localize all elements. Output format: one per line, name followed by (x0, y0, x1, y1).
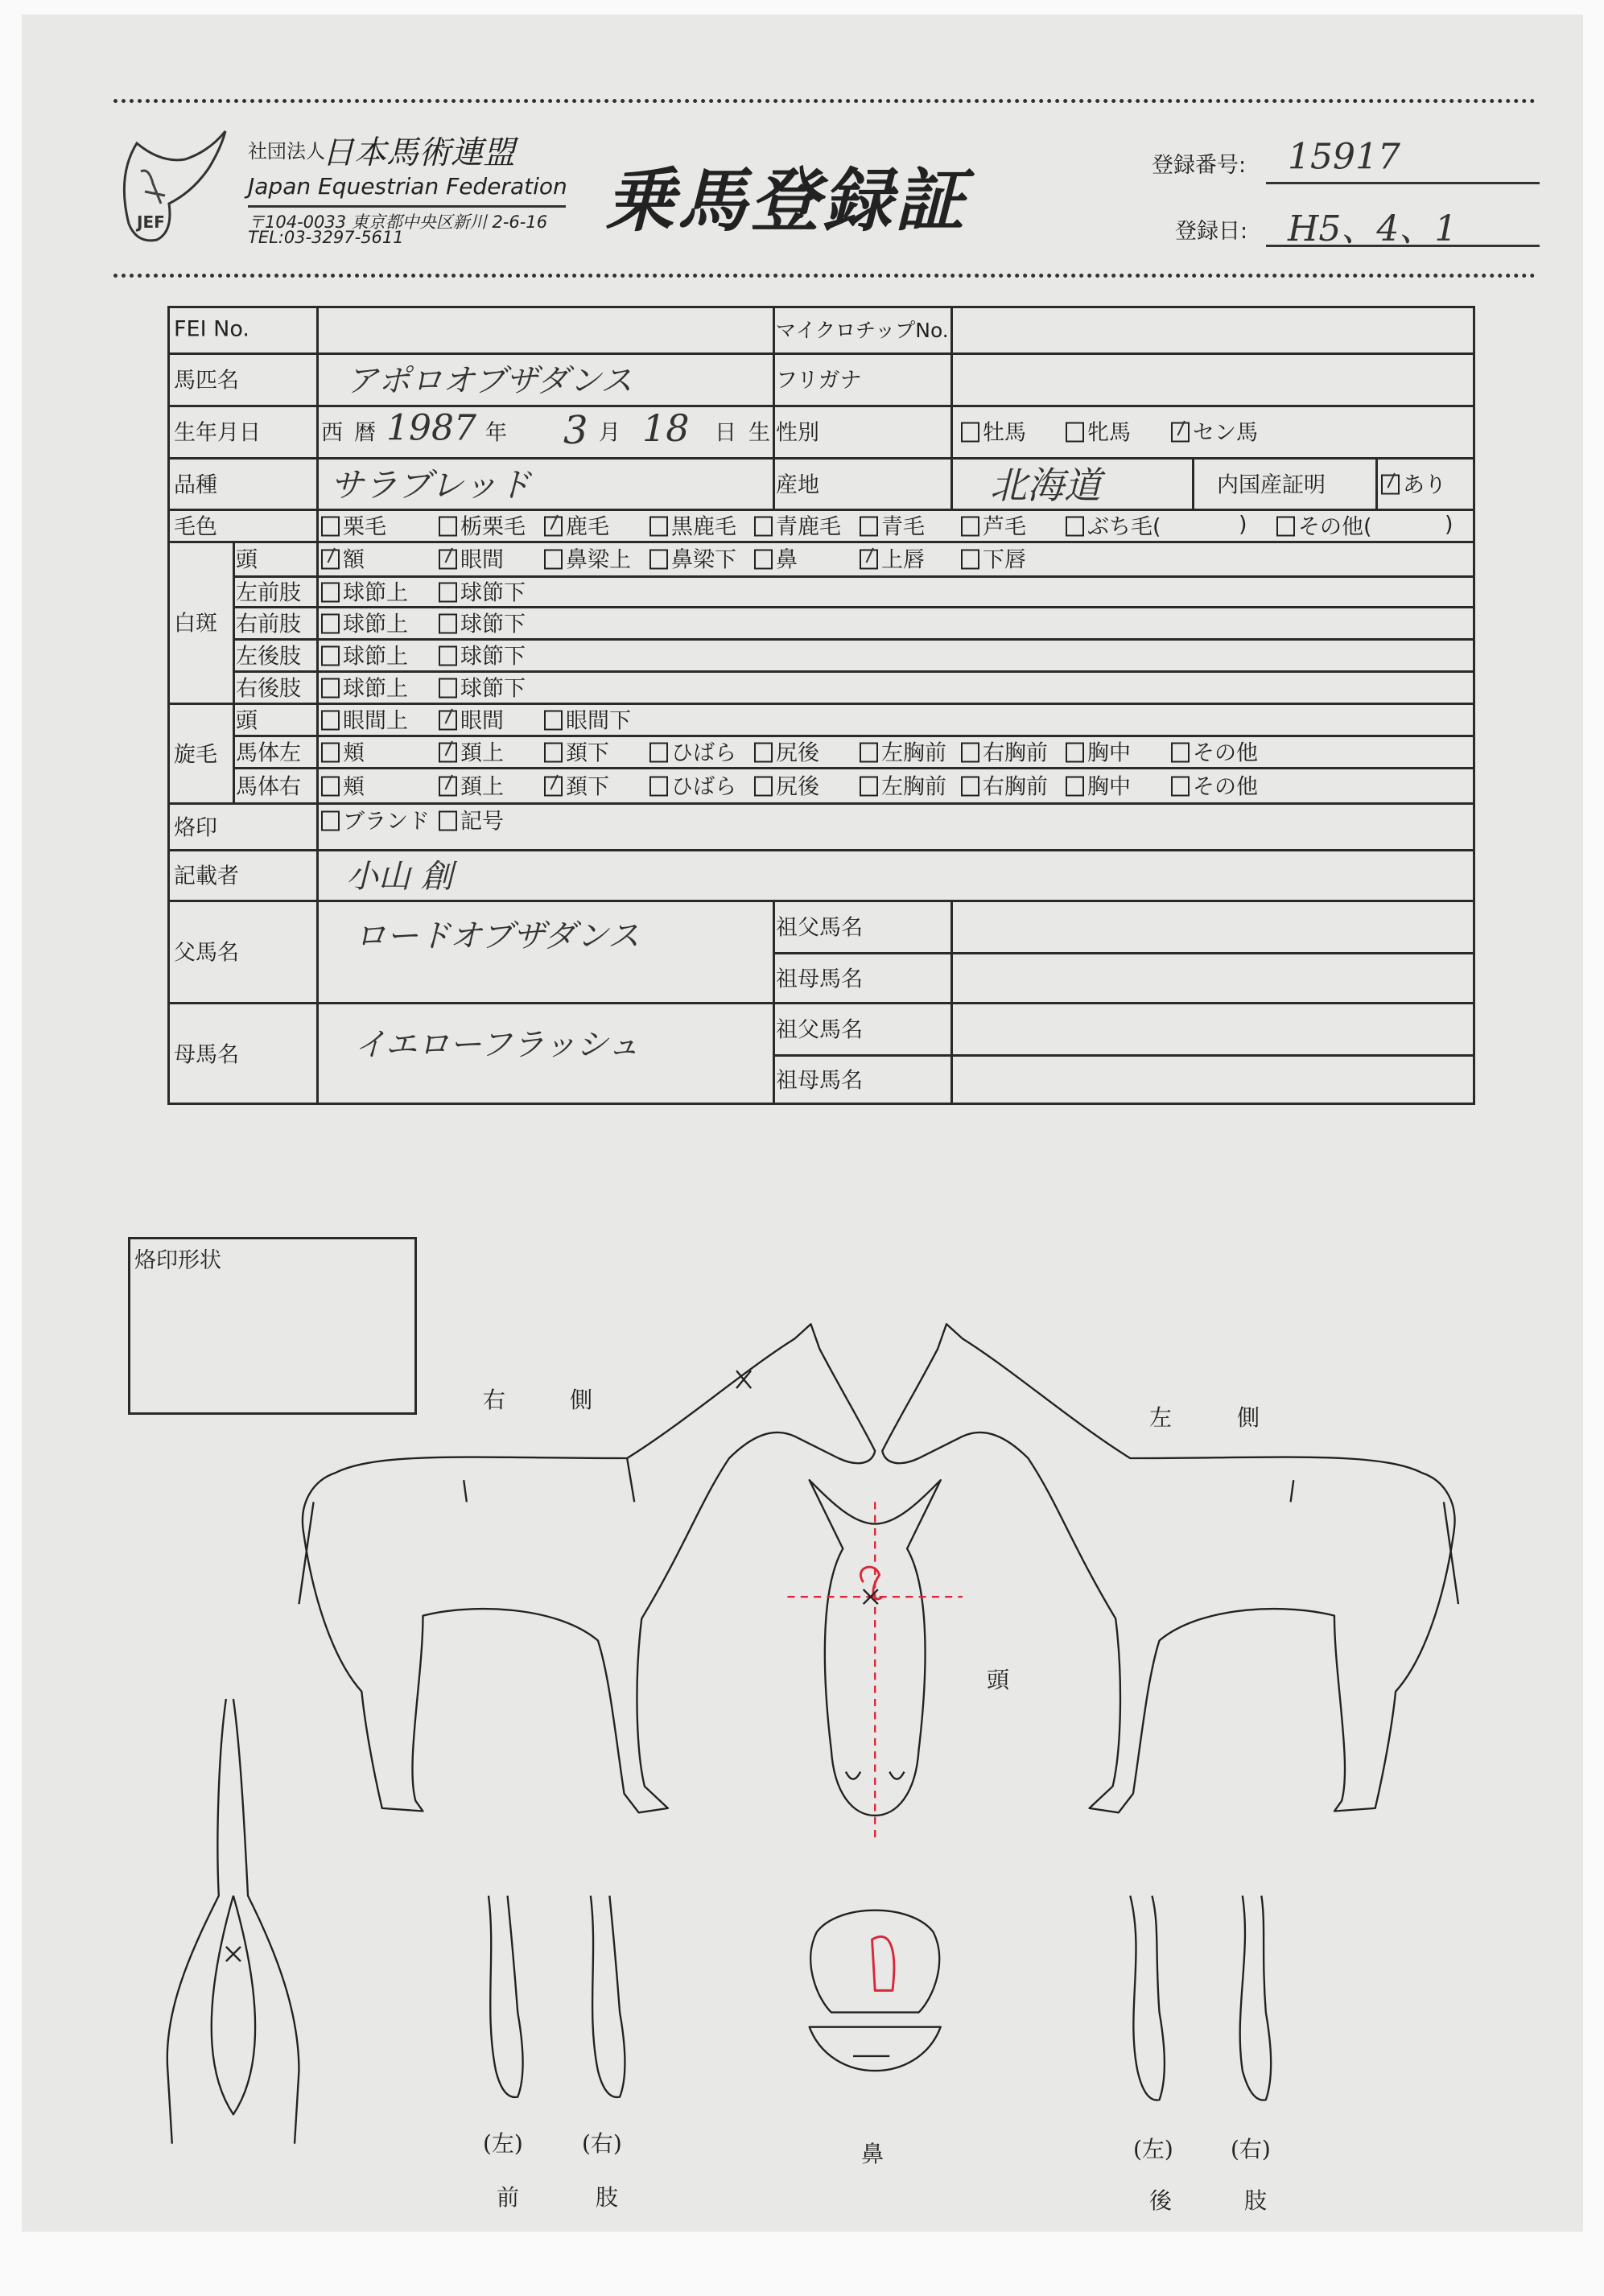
checkbox-label: 胸中 (1087, 774, 1131, 800)
sire-granddam-label: 祖母馬名 (776, 967, 863, 992)
checkbox-label: 記号 (460, 809, 504, 835)
reg-date-label: 登録日: (1175, 219, 1248, 244)
org-address: 〒104-0033 東京都中央区新川 2-6-16 (248, 212, 548, 232)
brand-label: 烙印 (174, 815, 217, 841)
checkbox-label: 球節下 (460, 644, 526, 670)
origin-label: 産地 (776, 472, 819, 498)
birth-day-unit: 日 (715, 420, 736, 446)
reg-no-value: 15917 (1288, 136, 1400, 178)
fore-label-2: 肢 (596, 2184, 619, 2211)
checkbox-label: 尻後 (776, 774, 819, 800)
recorder-label: 記載者 (174, 864, 239, 889)
horse-head-front-drawing (787, 1480, 962, 1837)
sex-label: 性別 (776, 420, 819, 446)
checkbox-label: 頚下 (566, 774, 609, 800)
checkbox-label: 頚上 (460, 774, 504, 800)
birth-born: 生 (748, 420, 770, 446)
checkbox-label: 栃栗毛 (460, 514, 526, 540)
checkbox-label: その他 (1193, 740, 1258, 766)
coat-option-close: ) (1445, 512, 1453, 538)
checkbox-label: 球節上 (343, 580, 408, 606)
checkbox-label: 鹿毛 (566, 514, 609, 540)
name-label: 馬匹名 (174, 368, 239, 394)
whorl-label: 旋毛 (174, 742, 217, 768)
checkbox-label: 頬 (343, 774, 365, 800)
org-name-ja: 日本馬術連盟 (322, 134, 515, 171)
birth-era: 西 (321, 420, 343, 446)
checkbox-label: 頚上 (460, 740, 504, 766)
breed-label: 品種 (174, 472, 217, 498)
domestic-label: 内国産証明 (1217, 472, 1326, 498)
checkbox-label: ひばら (671, 774, 736, 800)
checkbox-label: ブランド (343, 809, 430, 835)
left-side-label-2: 側 (1237, 1404, 1260, 1431)
furigana-label: フリガナ (776, 368, 862, 394)
hind-left-label: (左) (1133, 2136, 1173, 2162)
checkbox-label: 眼間 (460, 547, 504, 573)
checkbox-label: あり (1403, 472, 1446, 498)
left-side-label-1: 左 (1149, 1404, 1173, 1431)
checkbox-label: 左胸前 (881, 740, 946, 766)
checkbox-label: 額 (343, 547, 365, 573)
sire-label: 父馬名 (174, 940, 239, 966)
checkbox-label: ひばら (671, 740, 736, 766)
checkbox-label: 上唇 (881, 547, 925, 573)
dam-value[interactable]: イエローフラッシュ (354, 1026, 640, 1064)
fore-label-1: 前 (497, 2184, 520, 2211)
checkbox-label: 青鹿毛 (776, 514, 841, 540)
right-side-label-1: 右 (483, 1387, 506, 1413)
reg-date-value: H5、4、1 (1288, 208, 1458, 249)
whorl-part-label: 馬体左 (236, 740, 301, 766)
checkbox-label: 黒鹿毛 (671, 514, 736, 540)
checkbox-label: 尻後 (776, 740, 819, 766)
checkbox-label: 球節上 (343, 612, 408, 637)
birth-month[interactable]: 3 (563, 408, 588, 453)
right-side-label-2: 側 (570, 1387, 593, 1413)
coat-option-close: ) (1239, 512, 1247, 538)
dam-grandsire-label: 祖父馬名 (776, 1017, 863, 1043)
birth-year-unit: 年 (485, 420, 507, 446)
checkbox-label: 球節下 (460, 580, 526, 606)
checkbox-label: セン馬 (1193, 420, 1258, 446)
origin-value[interactable]: 北海道 (990, 464, 1101, 507)
checkbox-label: その他 (1193, 774, 1258, 800)
brand-shape-label: 烙印形状 (134, 1248, 221, 1273)
microchip-label: マイクロチップNo. (776, 319, 949, 342)
checkbox-label: 鼻梁上 (566, 547, 631, 573)
checkbox-label: 眼間下 (566, 708, 631, 734)
forelegs-drawing (489, 1896, 625, 2097)
checkbox-label: 眼間上 (343, 708, 408, 734)
reg-no-label: 登録番号: (1152, 153, 1247, 178)
checkbox-label: 芦毛 (983, 514, 1026, 540)
birth-day[interactable]: 18 (642, 406, 690, 450)
white-part-label: 頭 (236, 547, 258, 573)
horse-left-side-drawing (882, 1324, 1458, 1812)
checkbox-label: その他( (1298, 514, 1372, 540)
fore-right-label: (右) (582, 2130, 622, 2157)
checkbox-label: 球節上 (343, 644, 408, 670)
name-value[interactable]: アポロオブザダンス (346, 362, 633, 400)
birth-era2: 暦 (354, 420, 376, 446)
sire-value[interactable]: ロードオブザダンス (354, 917, 640, 955)
checkbox-label: 牡馬 (983, 420, 1026, 446)
org-tel: TEL:03-3297-5611 (248, 228, 404, 247)
checkbox-label: 左胸前 (881, 774, 946, 800)
checkbox-label: ぶち毛( (1087, 514, 1161, 540)
white-part-label: 右後肢 (236, 676, 301, 702)
checkbox-label: 球節下 (460, 612, 526, 637)
white-part-label: 左前肢 (236, 580, 301, 606)
fore-left-label: (左) (483, 2130, 523, 2157)
checkbox-label: 右胸前 (983, 774, 1048, 800)
head-label: 頭 (987, 1667, 1010, 1693)
checkbox-label: 胸中 (1087, 740, 1131, 766)
hind-label-1: 後 (1149, 2187, 1173, 2214)
checkbox-label: 頬 (343, 740, 365, 766)
svg-text:JEF: JEF (137, 212, 165, 232)
sire-grandsire-label: 祖父馬名 (776, 915, 863, 941)
checkbox-label: 球節下 (460, 676, 526, 702)
checkbox-label: 右胸前 (983, 740, 1048, 766)
hindlegs-drawing (1130, 1896, 1271, 2100)
checkbox-label: 栗毛 (343, 514, 386, 540)
hind-label-2: 肢 (1244, 2187, 1268, 2214)
org-name-en: Japan Equestrian Federation (248, 173, 567, 200)
nose-drawing (810, 1911, 941, 2071)
checkbox-label: 鼻梁下 (671, 547, 736, 573)
checkbox-label: 青毛 (881, 514, 925, 540)
white-part-label: 左後肢 (236, 644, 301, 670)
white-label: 白斑 (174, 611, 217, 637)
fei-label: FEI No. (174, 316, 249, 342)
checkbox-label: 頚下 (566, 740, 609, 766)
checkbox-label: 下唇 (983, 547, 1026, 573)
dam-granddam-label: 祖母馬名 (776, 1068, 863, 1094)
horse-rear-view-drawing (167, 1699, 299, 2144)
checkbox-label: 牝馬 (1087, 420, 1131, 446)
birth-label: 生年月日 (174, 420, 261, 446)
coat-label: 毛色 (174, 514, 217, 540)
birth-year[interactable]: 1987 (386, 407, 476, 449)
org-type: 社団法人 (248, 140, 325, 163)
whorl-part-label: 馬体右 (236, 774, 301, 800)
dam-label: 母馬名 (174, 1042, 239, 1068)
recorder-value[interactable]: 小山 創 (346, 858, 453, 896)
nose-label: 鼻 (861, 2141, 884, 2167)
birth-month-unit: 月 (599, 420, 621, 446)
white-part-label: 右前肢 (236, 612, 301, 637)
checkbox-label: 眼間 (460, 708, 504, 734)
document-title: 乗馬登録証 (605, 161, 967, 241)
whorl-part-label: 頭 (236, 708, 258, 734)
checkbox-label: 鼻 (776, 547, 798, 573)
breed-value[interactable]: サラブレッド (330, 465, 531, 505)
hind-right-label: (右) (1231, 2136, 1271, 2162)
checkbox-label: 球節上 (343, 676, 408, 702)
